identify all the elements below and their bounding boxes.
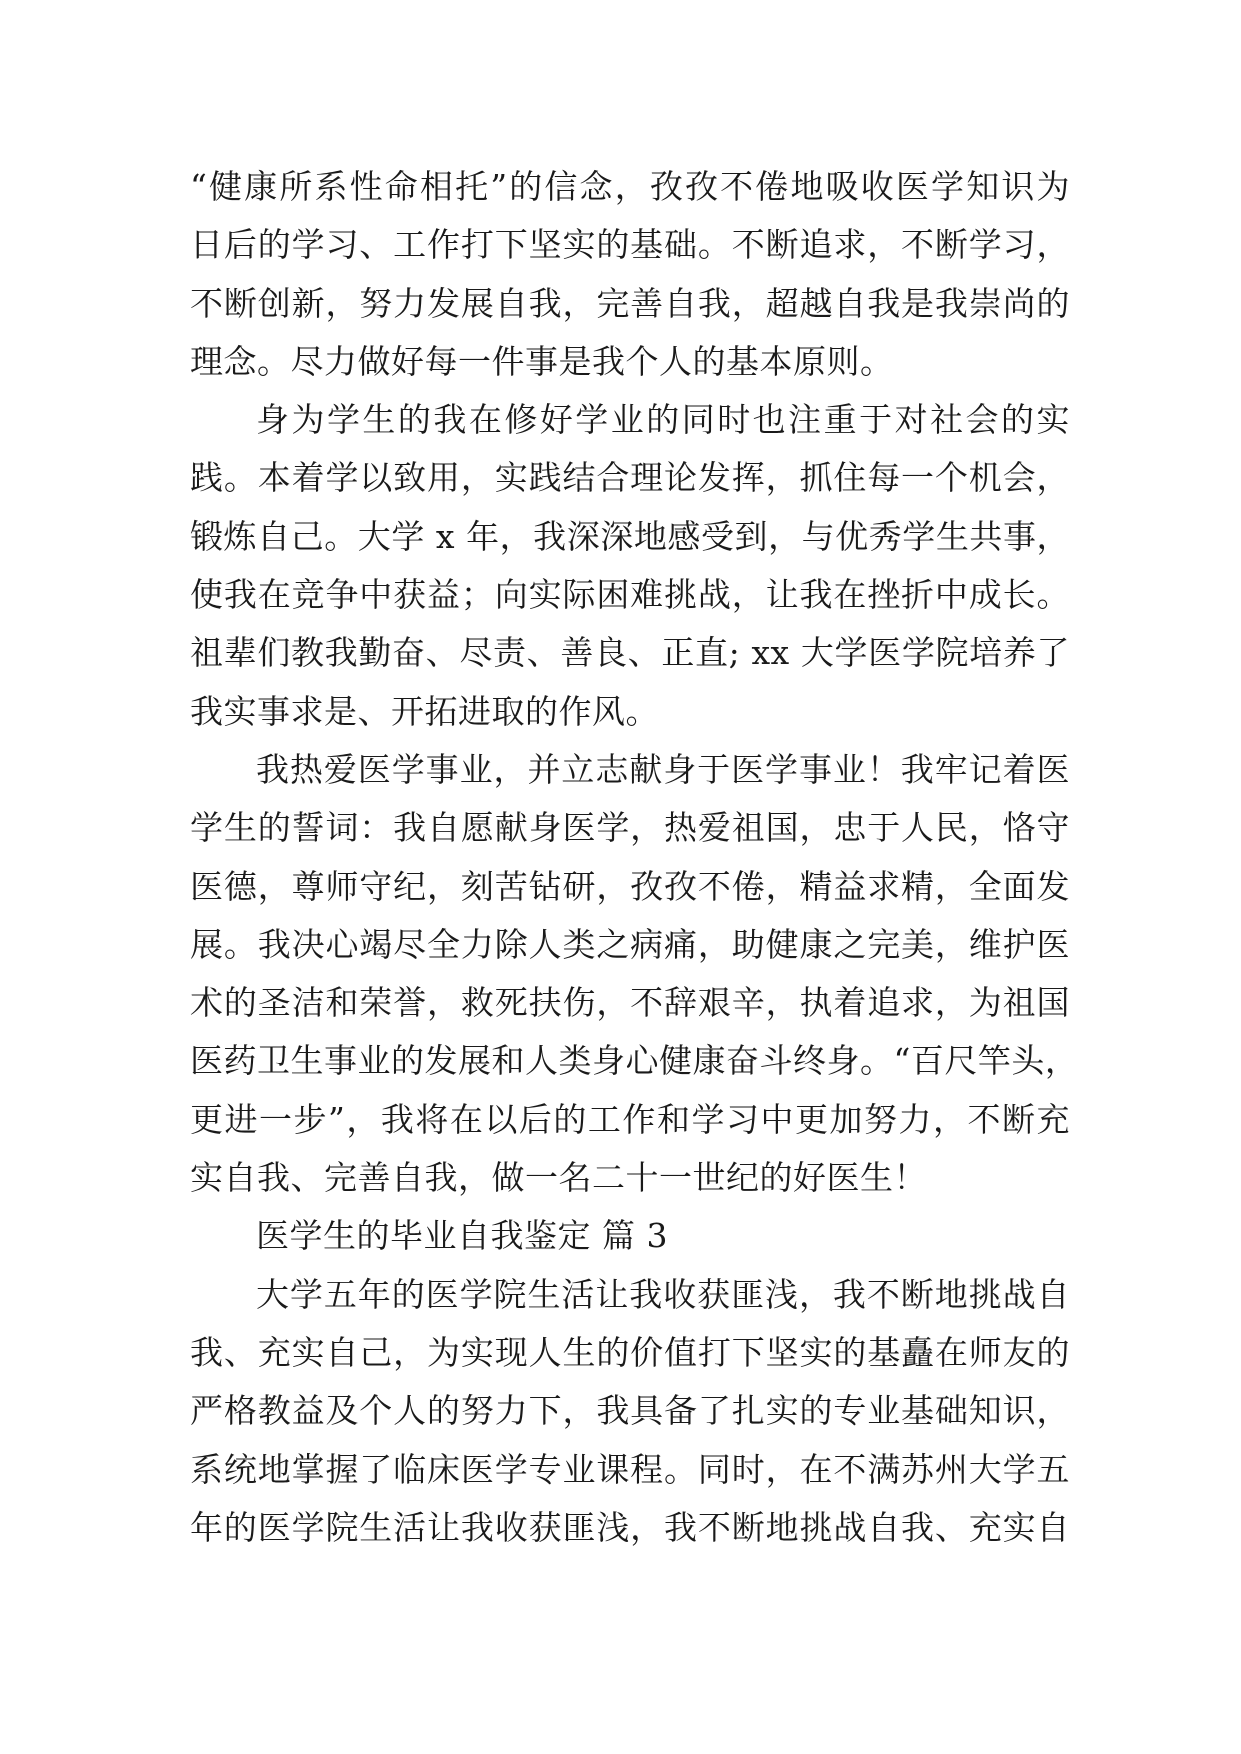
text-line: 展。我决心竭尽全力除人类之病痛，助健康之完美，维护医 <box>190 924 1070 964</box>
text-line: 理念。尽力做好每一件事是我个人的基本原则。 <box>190 341 894 381</box>
text-line: 学生的誓词：我自愿献身医学，热爱祖国，忠于人民，恪守 <box>190 808 1070 848</box>
text-line: 术的圣洁和荣誉，救死扶伤，不辞艰辛，执着追求，为祖国 <box>190 983 1070 1023</box>
text-line: 实自我、完善自我，做一名二十一世纪的好医生！ <box>190 1158 927 1198</box>
paragraph-first-line: 我热爱医学事业，并立志献身于医学事业！我牢记着医 <box>256 749 1070 789</box>
text-line: 我、充实自己，为实现人生的价值打下坚实的基矗在师友的 <box>190 1332 1070 1372</box>
text-line: 祖辈们教我勤奋、尽责、善良、正直; xx 大学医学院培养了 <box>190 633 1070 673</box>
document-body <box>190 158 1079 1557</box>
text-line: 系统地掌握了临床医学专业课程。同时，在不满苏州大学五 <box>190 1449 1070 1489</box>
text-line: 严格教益及个人的努力下，我具备了扎实的专业基础知识， <box>190 1391 1070 1431</box>
text-line: 锻炼自己。大学 x 年，我深深地感受到，与优秀学生共事， <box>190 516 1070 556</box>
paragraph-first-line: 身为学生的我在修好学业的同时也注重于对社会的实 <box>256 400 1070 440</box>
text-line: 日后的学习、工作打下坚实的基础。不断追求，不断学习， <box>190 225 1070 265</box>
section-heading: 医学生的毕业自我鉴定 篇 3 <box>256 1216 668 1256</box>
text-line: 践。本着学以致用，实践结合理论发挥，抓住每一个机会， <box>190 458 1070 498</box>
text-line: 医药卫生事业的发展和人类身心健康奋斗终身。“百尺竿头， <box>190 1041 1079 1081</box>
paragraph-first-line: 大学五年的医学院生活让我收获匪浅，我不断地挑战自 <box>256 1274 1070 1314</box>
text-line: 医德，尊师守纪，刻苦钻研，孜孜不倦，精益求精，全面发 <box>190 866 1070 906</box>
text-line: 不断创新，努力发展自我，完善自我，超越自我是我崇尚的 <box>190 283 1070 323</box>
text-line: “健康所系性命相托”的信念，孜孜不倦地吸收医学知识为 <box>190 167 1070 206</box>
text-line: 使我在竞争中获益；向实际困难挑战，让我在挫折中成长。 <box>190 575 1070 615</box>
text-line: 更进一步”，我将在以后的工作和学习中更加努力，不断充 <box>190 1099 1070 1139</box>
text-line: 我实事求是、开拓进取的作风。 <box>190 691 659 731</box>
text-line: 年的医学院生活让我收获匪浅，我不断地挑战自我、充实自 <box>190 1507 1070 1547</box>
